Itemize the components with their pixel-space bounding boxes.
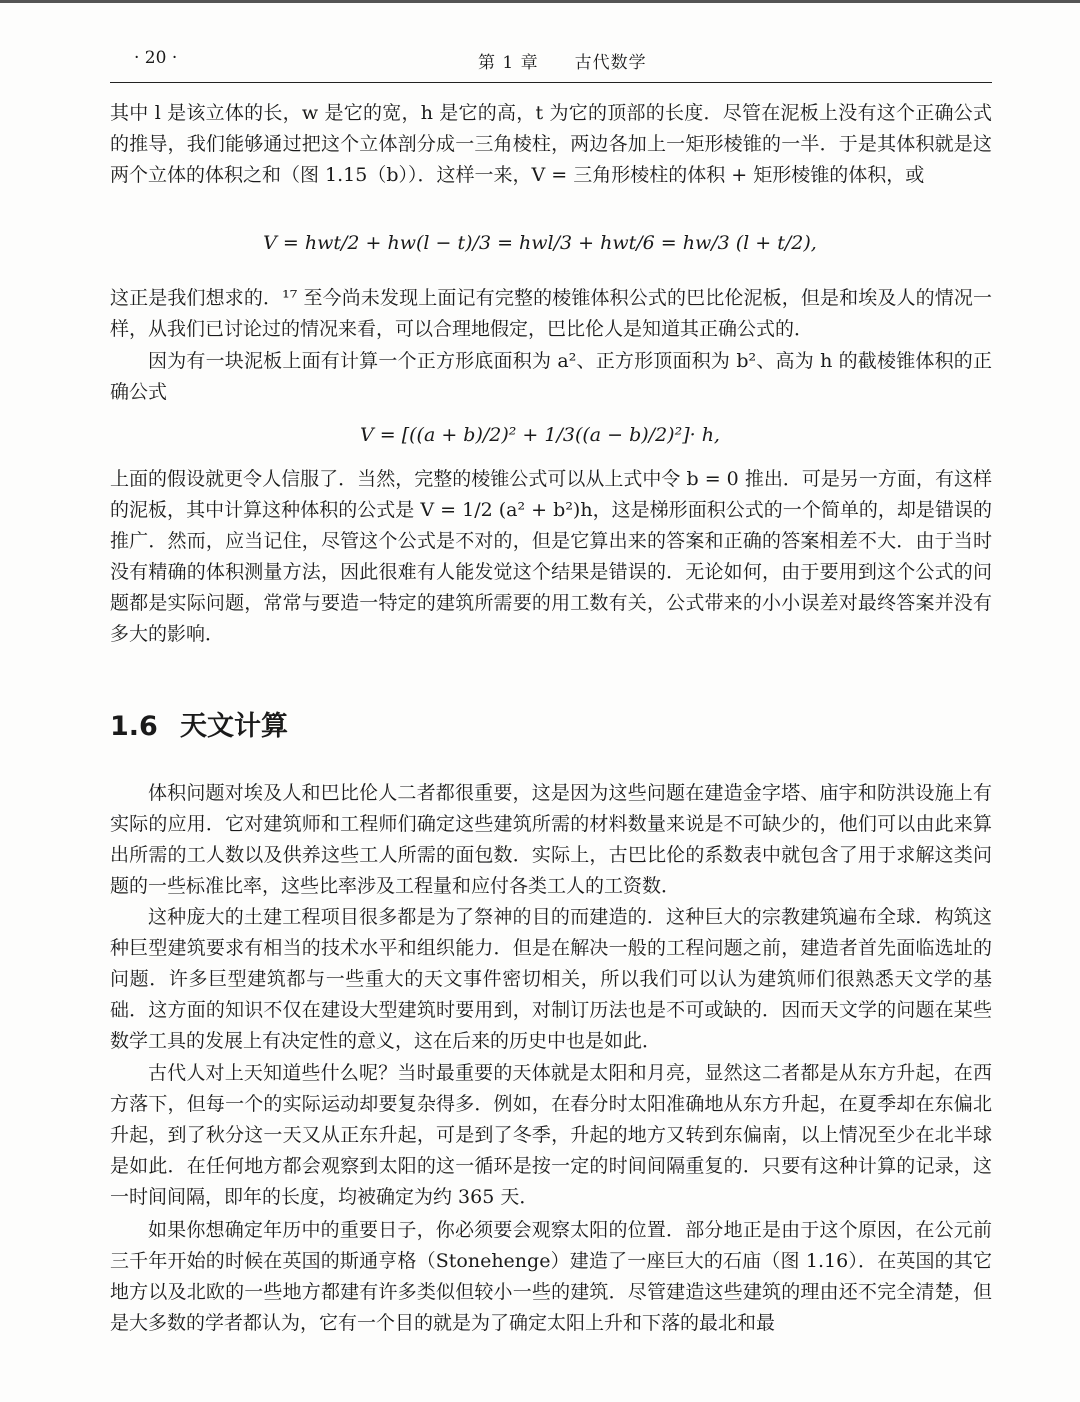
formula-frustum-volume: V = [((a + b)/2)² + 1/3((a − b)/2)²]· h, <box>360 424 720 446</box>
chapter-title: 第 1 章 古代数学 <box>478 53 647 73</box>
page-number: · 20 · <box>134 48 178 68</box>
paragraph-text: 上面的假设就更令人信服了．当然，完整的棱锥公式可以从上式中令 b = 0 推出．可是另一方面，有这样的泥板，其中计算这种体积的公式是 V = 1/2 (a² + b²)h，这是梯形面积公式的一个简单的，却是错误的推广．然而，应当记住，尽管这个公式是不对的，但是它算出来的答案和正确的答案相差不大．由于当时没有精确的体积测量方法，因此很难有人能发觉这个结果是错误的．无论如何，由于要用到这个公式的问题都是实际问题，常常与要造一特定的建筑所需要的用工数有关，公式带来的小小误差对最终答案并没有多大的影响． <box>110 468 992 645</box>
section-heading <box>110 704 288 743</box>
paragraph-2 <box>110 283 992 345</box>
top-border-line <box>0 0 1080 3</box>
paragraph-text: 因为有一块泥板上面有计算一个正方形底面积为 a²、正方形顶面积为 b²、高为 h 的截棱锥体积的正确公式 <box>110 350 992 403</box>
paragraph-4 <box>110 464 992 650</box>
paragraph-text: 其中 l 是该立体的长，w 是它的宽，h 是它的高，t 为它的顶部的长度．尽管在泥板上没有这个正确公式的推导，我们能够通过把这个立体剖分成一三角棱柱，两边各加上一矩形棱锥的一半．于是其体积就是这两个立体的体积之和（图 1.15（b））．这样一来，V = 三角形棱柱的体积 + 矩形棱锥的体积，或 <box>110 102 992 186</box>
paragraph-text: 如果你想确定年历中的重要日子，你必须要会观察太阳的位置．部分地正是由于这个原因，在公元前三千年开始的时候在英国的斯通亨格（Stonehenge）建造了一座巨大的石庙（图 1.16）．在英国的其它地方以及北欧的一些地方都建有许多类似但较小一些的建筑．尽管建造这些建筑的理由还不完全清楚，但是大多数的学者都认为，它有一个目的就是为了确定太阳上升和下落的最北和最 <box>110 1219 992 1334</box>
paragraph-6 <box>110 902 992 1057</box>
paragraph-5 <box>110 778 992 902</box>
paragraph-text: 这种庞大的土建工程项目很多都是为了祭神的目的而建造的．这种巨大的宗教建筑遍布全球．构筑这种巨型建筑要求有相当的技术水平和组织能力．但是在解决一般的工程问题之前，建造者首先面临选址的问题．许多巨型建筑都与一些重大的天文事件密切相关，所以我们可以认为建筑师们很熟悉天文学的基础．这方面的知识不仅在建设大型建筑时要用到，对制订历法也是不可或缺的．因而天文学的问题在某些数学工具的发展上有决定性的意义，这在后来的历史中也是如此． <box>110 906 992 1052</box>
paragraph-text: 古代人对上天知道些什么呢？当时最重要的天体就是太阳和月亮，显然这二者都是从东方升起，在西方落下，但每一个的实际运动却要复杂得多．例如，在春分时太阳准确地从东方升起，在夏季却在东偏北升起，到了秋分这一天又从正东升起，可是到了冬季，升起的地方又转到东偏南，以上情况至少在北半球是如此．在任何地方都会观察到太阳的这一循环是按一定的时间间隔重复的．只要有这种计算的记录，这一时间间隔，即年的长度，均被确定为约 365 天． <box>110 1062 992 1208</box>
section-number: 1.6 <box>110 711 158 742</box>
paragraph-3 <box>110 346 992 408</box>
running-header <box>110 46 992 83</box>
paragraph-1 <box>110 98 992 191</box>
section-title: 天文计算 <box>180 711 288 742</box>
formula-pyramid-volume: V = hwt/2 + hw(l − t)/3 = hwl/3 + hwt/6 = hw/3 (l + t/2), <box>263 232 817 254</box>
paragraph-text: 体积问题对埃及人和巴比伦人二者都很重要，这是因为这些问题在建造金字塔、庙宇和防洪设施上有实际的应用．它对建筑师和工程师们确定这些建筑所需的材料数量来说是不可缺少的，他们可以由此来算出所需的工人数以及供养这些工人所需的面包数．实际上，古巴比伦的系数表中就包含了用于求解这类问题的一些标准比率，这些比率涉及工程量和应付各类工人的工资数． <box>110 782 992 897</box>
paragraph-text: 这正是我们想求的．¹⁷ 至今尚未发现上面记有完整的棱锥体积公式的巴比伦泥板，但是和埃及人的情况一样，从我们已讨论过的情况来看，可以合理地假定，巴比伦人是知道其正确公式的． <box>110 287 992 340</box>
paragraph-8 <box>110 1215 992 1339</box>
paragraph-7 <box>110 1058 992 1213</box>
